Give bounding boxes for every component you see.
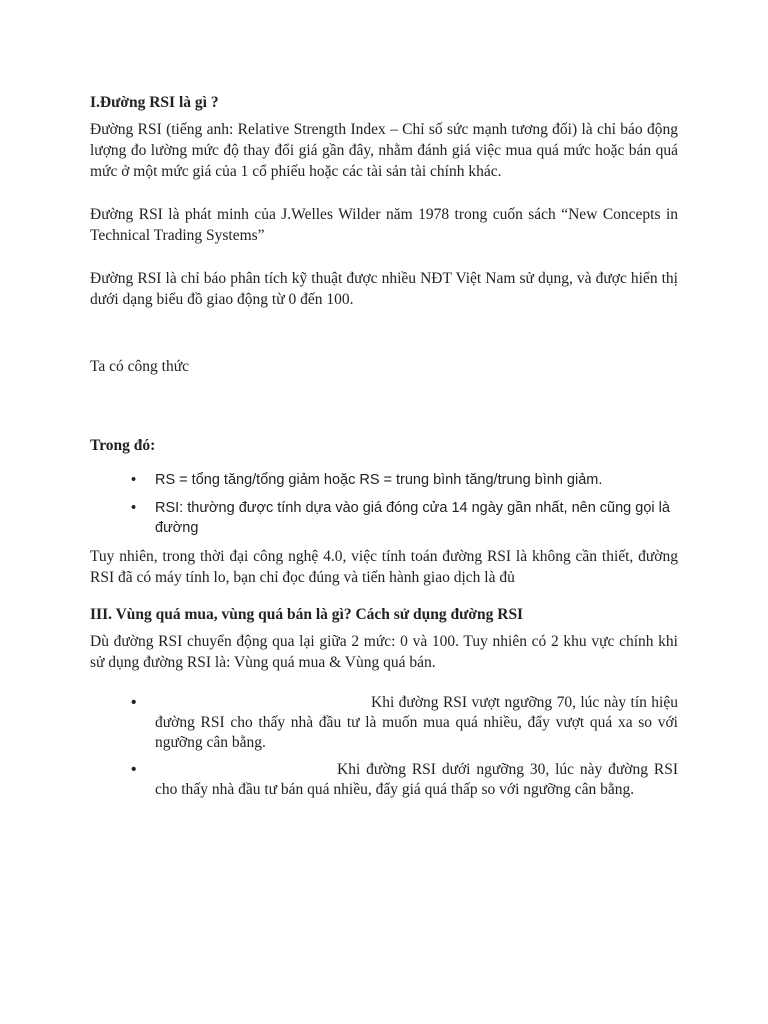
formula-space [90, 377, 678, 435]
zones-intro-paragraph: Dù đường RSI chuyển động qua lại giữa 2 mức: 0 và 100. Tuy nhiên có 2 khu vực chính khi sử dụng đường RSI là: Vùng quá mua & Vùng quá bán. [90, 633, 678, 671]
list-item [90, 470, 678, 490]
spacer [90, 588, 678, 604]
spacer [90, 456, 678, 470]
formula-intro: Ta có công thức [90, 358, 189, 375]
list-item-text: RSI: thường được tính dựa vào giá đóng cửa 14 ngày gần nhất, nên cũng gọi là đường [155, 500, 670, 536]
where-heading: Trong đó: [90, 437, 156, 454]
bullet-icon: • [131, 761, 137, 778]
list-item [90, 693, 678, 753]
bullet-icon: • [131, 694, 137, 711]
section-3-heading: III. Vùng quá mua, vùng quá bán là gì? Cách sử dụng đường RSI [90, 606, 524, 623]
rsi-inventor-paragraph: Đường RSI là phát minh của J.Welles Wilder năm 1978 trong cuốn sách “New Concepts in Technical Trading Systems” [90, 206, 678, 244]
list-item-text: RS = tổng tăng/tổng giảm hoặc RS = trung bình tăng/trung bình giảm. [155, 472, 603, 488]
calculation-note-paragraph: Tuy nhiên, trong thời đại công nghệ 4.0, việc tính toán đường RSI là không cần thiết, đường RSI đã có máy tính lo, bạn chỉ đọc đúng và tiến hành giao dịch là đủ [90, 548, 678, 586]
bullet-icon: • [131, 500, 137, 516]
spacer [90, 310, 678, 356]
bullet-icon: • [131, 472, 137, 488]
section-1-heading: I.Đường RSI là gì ? [90, 94, 219, 111]
list-item-text: Khi đường RSI vượt ngưỡng 70, lúc này tín hiệu đường RSI cho thấy nhà đầu tư là muốn mua quá nhiều, đẩy vượt quá xa so với ngưỡng cân bằng. [155, 694, 678, 751]
spacer [90, 182, 678, 204]
list-item-text: Khi đường RSI dưới ngưỡng 30, lúc này đường RSI cho thấy nhà đầu tư bán quá nhiều, đẩy giá quá thấp so với ngưỡng cân bằng. [155, 761, 678, 798]
list-item [90, 498, 678, 538]
list-item [90, 760, 678, 800]
definitions-list [90, 470, 678, 538]
document-page [90, 92, 678, 807]
zones-list [90, 693, 678, 800]
rsi-usage-paragraph: Đường RSI là chỉ báo phân tích kỹ thuật được nhiều NĐT Việt Nam sử dụng, và được hiển thị dưới dạng biểu đồ giao động từ 0 đến 100. [90, 270, 678, 308]
rsi-definition-paragraph: Đường RSI (tiếng anh: Relative Strength Index – Chỉ số sức mạnh tương đối) là chỉ báo động lượng đo lường mức độ thay đổi giá gần đây, nhằm đánh giá việc mua quá mức hoặc bán quá mức ở một mức giá của 1 cổ phiếu hoặc các tài sản tài chính khác. [90, 121, 678, 180]
spacer [90, 246, 678, 268]
spacer [90, 673, 678, 693]
